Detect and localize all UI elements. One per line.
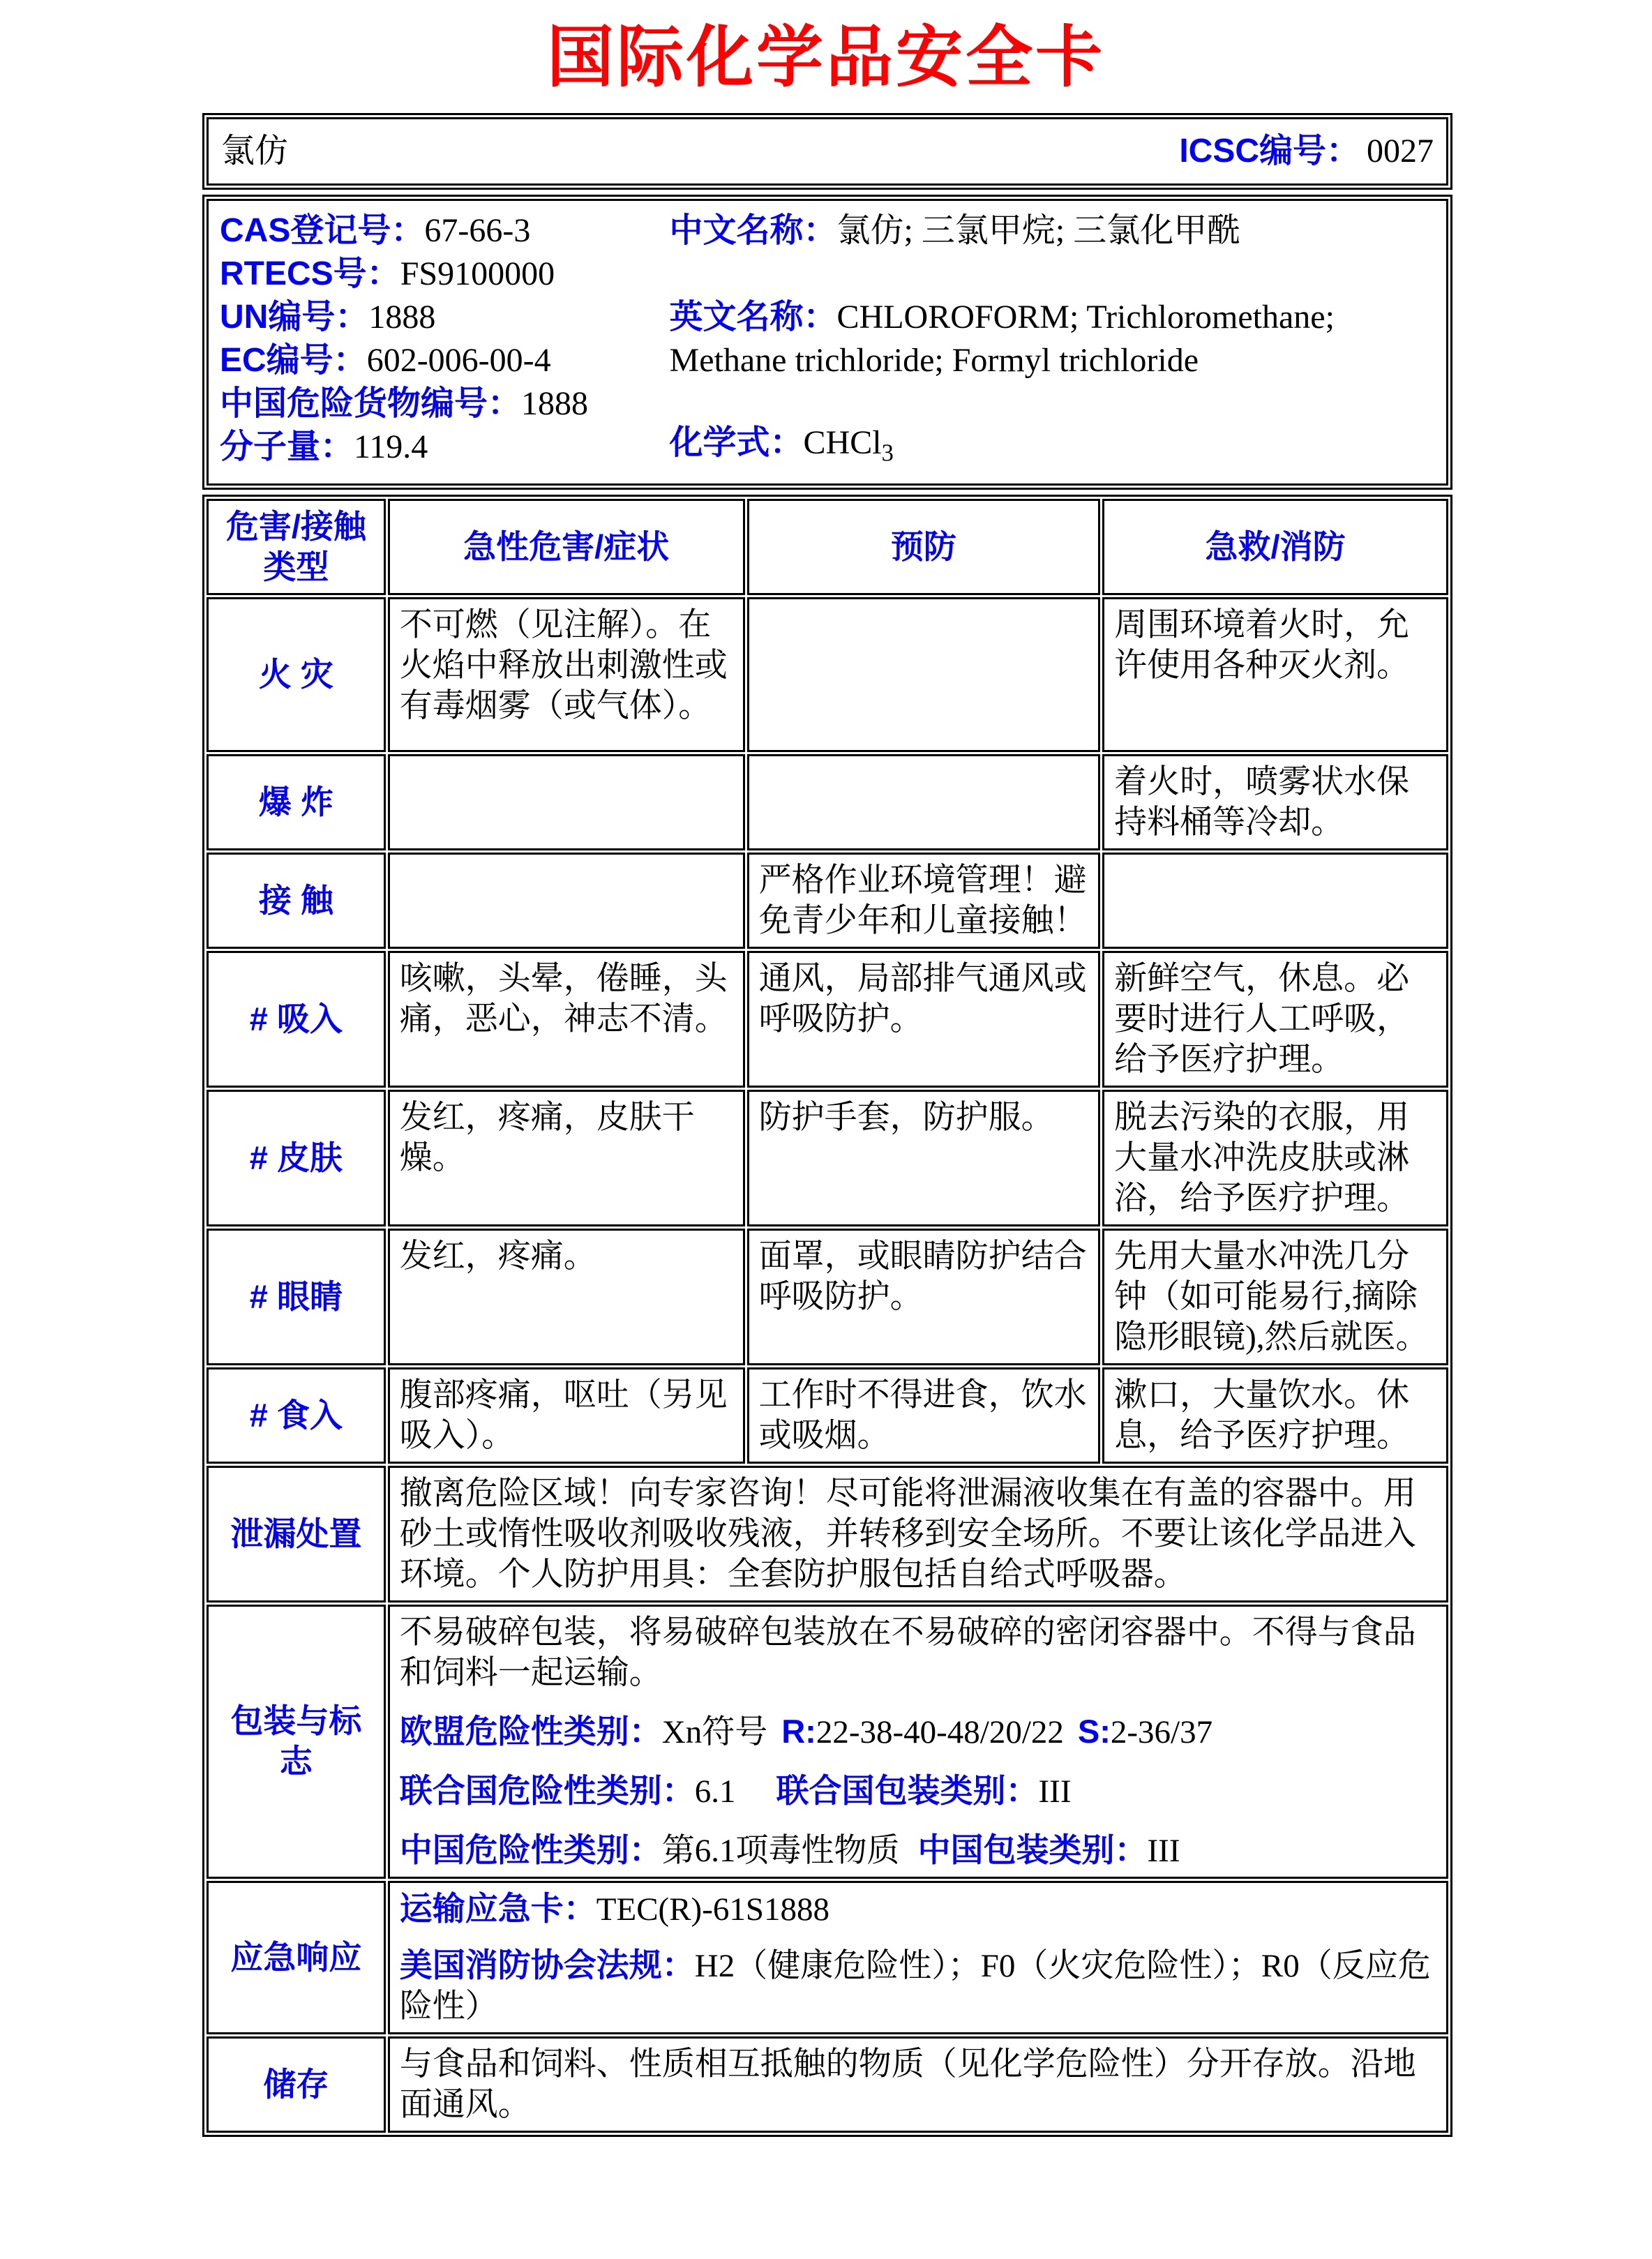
un-hazard-class-label: 联合国危险性类别： — [399, 1771, 695, 1809]
un-hazard-class-value: 6.1 — [694, 1773, 736, 1810]
identification-right-column — [670, 209, 1435, 475]
storage-label: 储存 — [206, 2036, 386, 2133]
prevention-cell: 面罩，或眼睛防护结合呼吸防护。 — [747, 1229, 1101, 1365]
ec-number-line — [220, 339, 670, 382]
hazard-row-eyes — [206, 1229, 1448, 1365]
icsc-number — [1179, 131, 1434, 172]
chemical-formula-value: CHCl$_3$ — [803, 424, 894, 467]
un-pack-group-label: 联合国包装类别： — [776, 1771, 1039, 1809]
symptoms-cell: 腹部疼痛，呕吐（另见吸入）。 — [388, 1367, 745, 1464]
s-phrases-value: 2-36/37 — [1110, 1713, 1213, 1750]
hazard-type-cell: 爆 炸 — [206, 754, 386, 850]
symptoms-cell — [388, 853, 745, 949]
r-phrases-label: R: — [781, 1712, 816, 1750]
hazard-type-cell: # 食入 — [206, 1367, 386, 1464]
symptoms-cell: 不可燃（见注解）。在火焰中释放出刺激性或有毒烟雾（或气体）。 — [388, 597, 745, 752]
hazard-row-fire — [206, 597, 1448, 752]
symptoms-cell — [388, 754, 745, 850]
header-prevention: 预防 — [747, 499, 1101, 595]
rtecs-number-line — [220, 253, 670, 296]
hazard-type-cell: # 吸入 — [206, 951, 386, 1088]
spill-disposal-row — [206, 1466, 1448, 1603]
china-hazard-class-label: 中国危险性类别： — [399, 1831, 662, 1868]
first-aid-cell: 周围环境着火时，允许使用各种灭火剂。 — [1102, 597, 1448, 752]
hazard-row-ingestion — [206, 1367, 1448, 1464]
un-pack-group-value: III — [1038, 1773, 1072, 1810]
nfpa-code-line — [400, 1945, 1436, 2027]
un-classification-line — [400, 1771, 1436, 1812]
china-classification-line — [400, 1830, 1436, 1871]
formula-subscript: 3 — [881, 440, 894, 467]
packaging-labelling-cell — [388, 1605, 1448, 1879]
china-pack-group-value: III — [1147, 1832, 1180, 1869]
transport-emergency-card-label: 运输应急卡： — [399, 1889, 596, 1927]
prevention-cell — [747, 597, 1101, 752]
china-dg-number-value: 1888 — [521, 385, 589, 422]
first-aid-cell: 脱去污染的衣服，用大量水冲洗皮肤或淋浴，给予医疗护理。 — [1102, 1090, 1448, 1226]
english-name-line — [670, 296, 1435, 382]
name-section-table — [202, 113, 1452, 190]
ec-number-label: EC编号： — [220, 342, 367, 379]
hazard-type-cell: # 眼睛 — [206, 1229, 386, 1365]
hazard-table — [202, 495, 1452, 2137]
packaging-intro: 不易破碎包装，将易破碎包装放在不易破碎的密闭容器中。不得与食品和饲料一起运输。 — [399, 1614, 1416, 1691]
symptoms-cell: 发红，疼痛。 — [388, 1229, 745, 1365]
icsc-number-label: ICSC编号： — [1179, 133, 1360, 170]
china-hazard-class-value: 第6.1项毒性物质 — [661, 1832, 900, 1869]
transport-emergency-card-value: TEC(R)-61S1888 — [596, 1891, 829, 1928]
first-aid-cell: 新鲜空气，休息。必要时进行人工呼吸，给予医疗护理。 — [1102, 951, 1448, 1088]
chinese-name-line — [670, 209, 1435, 253]
chinese-name-label: 中文名称： — [669, 212, 837, 249]
eu-symbol-value: Xn符号 — [661, 1713, 768, 1750]
hazard-row-explosion — [206, 754, 1448, 850]
safety-card-sheet — [202, 113, 1452, 2137]
prevention-cell: 防护手套，防护服。 — [747, 1090, 1101, 1226]
hazard-row-exposure — [206, 853, 1448, 949]
un-number-line — [220, 296, 670, 339]
rtecs-number-value: FS9100000 — [400, 255, 555, 292]
cas-number-label: CAS登记号： — [220, 212, 425, 249]
storage-cell: 与食品和饲料、性质相互抵触的物质（见化学危险性）分开存放。沿地面通风。 — [388, 2036, 1448, 2133]
un-number-value: 1888 — [368, 299, 436, 336]
first-aid-cell: 先用大量水冲洗几分钟（如可能易行,摘除隐形眼镜),然后就医。 — [1102, 1229, 1448, 1365]
packaging-labelling-label: 包装与标志 — [206, 1605, 386, 1879]
s-phrases-label: S: — [1077, 1712, 1111, 1750]
emergency-response-cell — [388, 1881, 1448, 2034]
china-dg-number-line — [220, 382, 670, 426]
emergency-response-label: 应急响应 — [206, 1881, 386, 2034]
identification-left-column — [220, 209, 670, 475]
nfpa-code-value: H2（健康危险性）；F0（火灾危险性）；R0（反应危险性） — [399, 1947, 1431, 2025]
molecular-weight-label: 分子量： — [220, 428, 354, 465]
nfpa-code-label: 美国消防协会法规： — [399, 1946, 695, 1983]
prevention-cell: 严格作业环境管理！避免青少年和儿童接触！ — [747, 853, 1101, 949]
identification-cell — [206, 199, 1448, 486]
english-name-value: CHLOROFORM; Trichloromethane; Methane trichloride; Formyl trichloride — [669, 299, 1335, 379]
prevention-cell: 通风，局部排气通风或呼吸防护。 — [747, 951, 1101, 1088]
packaging-labelling-row — [206, 1605, 1448, 1879]
chemical-formula-label: 化学式： — [669, 424, 804, 461]
symptoms-cell: 发红，疼痛，皮肤干燥。 — [388, 1090, 745, 1226]
cas-number-value: 67-66-3 — [424, 212, 531, 249]
header-first-aid: 急救/消防 — [1102, 499, 1448, 595]
emergency-response-row — [206, 1881, 1448, 2034]
first-aid-cell: 着火时，喷雾状水保持料桶等冷却。 — [1102, 754, 1448, 850]
ec-number-value: 602-006-00-4 — [366, 342, 551, 379]
china-pack-group-label: 中国包装类别： — [917, 1831, 1148, 1868]
hazard-header-row — [206, 499, 1448, 595]
icsc-number-value: 0027 — [1367, 133, 1434, 170]
molecular-weight-value: 119.4 — [354, 428, 428, 465]
eu-classification-line — [400, 1711, 1436, 1753]
un-number-label: UN编号： — [220, 299, 369, 336]
prevention-cell — [747, 754, 1101, 850]
symptoms-cell: 咳嗽，头晕，倦睡，头痛，恶心，神志不清。 — [388, 951, 745, 1088]
cas-number-line — [220, 209, 670, 253]
spill-disposal-cell: 撤离危险区域！向专家咨询！尽可能将泄漏液收集在有盖的容器中。用砂土或惰性吸收剂吸收残液，并转移到安全场所。不要让该化学品进入环境。个人防护用具：全套防护服包括自给式呼吸器。 — [388, 1466, 1448, 1603]
prevention-cell: 工作时不得进食，饮水或吸烟。 — [747, 1367, 1101, 1464]
hazard-row-skin — [206, 1090, 1448, 1226]
china-dg-number-label: 中国危险货物编号： — [220, 385, 522, 422]
first-aid-cell: 漱口，大量饮水。休息，给予医疗护理。 — [1102, 1367, 1448, 1464]
header-acute-hazards: 急性危害/症状 — [388, 499, 745, 595]
hazard-type-cell: # 皮肤 — [206, 1090, 386, 1226]
chemical-formula-line — [670, 421, 1435, 475]
spill-disposal-label: 泄漏处置 — [206, 1466, 386, 1603]
storage-row — [206, 2036, 1448, 2133]
chemical-name: 氯仿 — [221, 133, 289, 170]
transport-emergency-card-line — [400, 1889, 1436, 1930]
name-icsc-cell — [206, 117, 1448, 186]
hazard-type-cell: 火 灾 — [206, 597, 386, 752]
eu-classification-label: 欧盟危险性类别： — [399, 1712, 662, 1750]
page-title: 国际化学品安全卡 — [547, 20, 1105, 95]
hazard-type-cell: 接 触 — [206, 853, 386, 949]
chinese-name-value: 氯仿; 三氯甲烷; 三氯化甲酰 — [836, 212, 1241, 249]
first-aid-cell — [1102, 853, 1448, 949]
r-phrases-value: 22-38-40-48/20/22 — [816, 1713, 1064, 1750]
molecular-weight-line — [220, 426, 670, 469]
identification-section-table — [202, 195, 1452, 490]
hazard-row-inhalation — [206, 951, 1448, 1088]
icsc-document-page — [0, 21, 1652, 2259]
header-hazard-type: 危害/接触 类型 — [206, 499, 386, 595]
rtecs-number-label: RTECS号： — [220, 255, 400, 292]
english-name-label: 英文名称： — [669, 299, 837, 336]
